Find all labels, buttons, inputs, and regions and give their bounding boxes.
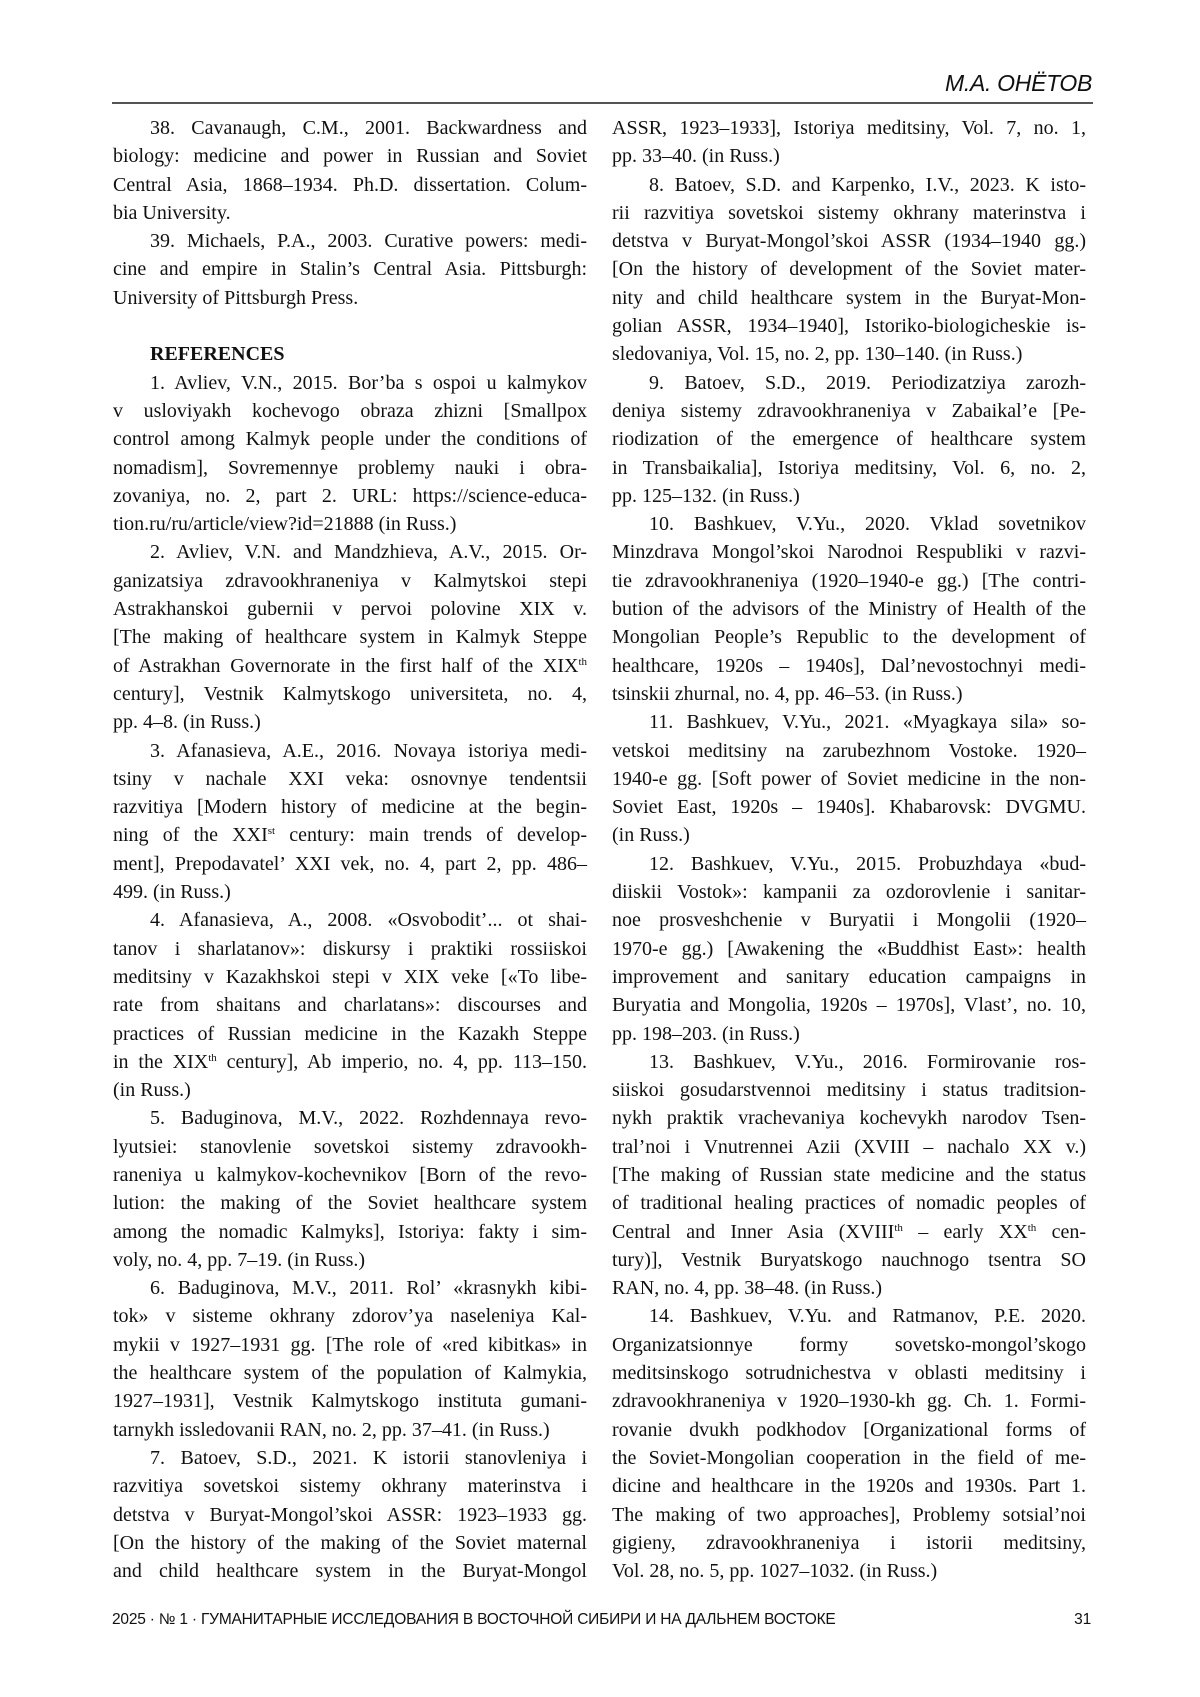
reference-line: 10. Bashkuev, V.Yu., 2020. Vklad sovetnikov xyxy=(649,513,1086,536)
reference-line: 1970-e gg.) [Awakening the «Buddhist East»: health xyxy=(612,937,1086,960)
reference-entry xyxy=(113,538,587,736)
text-segment: century: main trends of develop- xyxy=(275,824,587,847)
reference-line: 11. Bashkuev, V.Yu., 2021. «Myagkaya sila» so- xyxy=(649,711,1086,734)
reference-entry xyxy=(612,850,1086,1048)
reference-line: meditsiny v Kazakhskoi stepi v XIX veke [«To libe- xyxy=(113,965,587,988)
reference-line: Organizatsionnye formy sovetsko-mongol’skogo xyxy=(612,1333,1086,1356)
reference-line: meditsinskogo sotrudnichestva v oblasti meditsiny i xyxy=(612,1362,1086,1385)
reference-line: diiskii Vostok»: kampanii za ozdorovlenie i sanitar- xyxy=(612,881,1086,904)
reference-line: vetskoi meditsiny na zarubezhnom Vostoke. 1920– xyxy=(612,739,1086,762)
reference-line: razvitiya sovetskoi sistemy okhrany materinstva i xyxy=(113,1475,587,1498)
reference-line: 1940-e gg. [Soft power of Soviet medicine in the non- xyxy=(612,767,1086,790)
reference-entry xyxy=(612,1302,1086,1585)
reference-entry xyxy=(113,114,587,227)
reference-line: the Soviet-Mongolian cooperation in the field of me- xyxy=(612,1446,1086,1469)
superscript: th xyxy=(1027,1221,1037,1234)
reference-line: rate from shaitans and charlatans»: discourses and xyxy=(113,994,587,1017)
reference-line: and child healthcare system in the Buryat-Mongol xyxy=(113,1560,587,1583)
superscript: th xyxy=(894,1221,903,1234)
reference-line: riodization of the emergence of healthcare system xyxy=(612,428,1086,451)
reference-entry xyxy=(113,1274,587,1444)
reference-line: tion.ru/ru/article/view?id=21888 (in Russ.) xyxy=(113,513,457,536)
reference-line: Buryatia and Mongolia, 1920s – 1970s], Vlast’, no. 10, xyxy=(612,994,1086,1017)
reference-line: 1927–1931], Vestnik Kalmytskogo instituta gumani- xyxy=(113,1390,587,1413)
reference-line: voly, no. 4, pp. 7–19. (in Russ.) xyxy=(113,1248,366,1271)
reference-line: 4. Afanasieva, A., 2008. «Osvobodit’... ot shai- xyxy=(150,909,587,932)
reference-entry xyxy=(612,708,1086,849)
reference-line: dicine and healthcare in the 1920s and 1930s. Part 1. xyxy=(612,1475,1086,1498)
left-column xyxy=(113,114,587,1585)
reference-entry xyxy=(612,114,1086,171)
reference-line: nity and child healthcare system in the Buryat-Mon- xyxy=(612,286,1086,309)
reference-line: tral’noi i Vnutrennei Azii (XVIII – nachalo XX v.) xyxy=(612,1135,1086,1158)
reference-entry xyxy=(612,171,1086,369)
reference-line: 14. Bashkuev, V.Yu. and Ratmanov, P.E. 2020. xyxy=(649,1305,1086,1328)
reference-line xyxy=(113,821,587,849)
running-head-author: М.А. ОНЁТОВ xyxy=(945,70,1092,96)
reference-line: rovanie dvukh podkhodov [Organizational forms of xyxy=(612,1418,1086,1441)
reference-line: RAN, no. 4, pp. 38–48. (in Russ.) xyxy=(612,1277,883,1300)
reference-line: noe prosveshchenie v Buryatii i Mongolii (1920– xyxy=(612,909,1086,932)
blank-line xyxy=(113,312,587,340)
text-segment: in the XIX xyxy=(113,1050,209,1073)
reference-line: The making of two approaches], Problemy sotsial’noi xyxy=(612,1503,1086,1526)
reference-line: v usloviyakh kochevogo obraza zhizni [Smallpox xyxy=(113,399,587,422)
reference-line: razvitiya [Modern history of medicine at the begin- xyxy=(113,796,587,819)
reference-entry xyxy=(612,369,1086,510)
reference-line: [The making of healthcare system in Kalmyk Steppe xyxy=(113,626,587,649)
text-segment: Central and Inner Asia (XVIII xyxy=(612,1220,895,1243)
superscript: th xyxy=(578,655,587,668)
reference-line: [The making of Russian state medicine and the status xyxy=(612,1163,1086,1186)
reference-line: tanov i sharlatanov»: diskursy i praktiki rossiiskoi xyxy=(113,937,587,960)
reference-line: deniya sistemy zdravookhraneniya v Zabaikal’e [Pe- xyxy=(612,399,1086,422)
reference-line: (in Russ.) xyxy=(612,824,690,847)
reference-line: 7. Batoev, S.D., 2021. K istorii stanovleniya i xyxy=(150,1446,587,1469)
reference-line: among the nomadic Kalmyks], Istoriya: fakty i sim- xyxy=(113,1220,587,1243)
reference-line: century], Vestnik Kalmytskogo universiteta, no. 4, xyxy=(113,682,587,705)
superscript: st xyxy=(267,825,276,838)
reference-line: lyutsiei: stanovlenie sovetskoi sistemy zdravookh- xyxy=(113,1135,587,1158)
reference-line: [On the history of development of the Soviet mater- xyxy=(612,258,1086,281)
reference-line: biology: medicine and power in Russian and Soviet xyxy=(113,145,587,168)
reference-line: lution: the making of the Soviet healthcare system xyxy=(113,1192,587,1215)
reference-entry xyxy=(612,1048,1086,1303)
reference-line: cine and empire in Stalin’s Central Asia. Pittsburgh: xyxy=(113,258,587,281)
reference-line: of traditional healing practices of nomadic peoples of xyxy=(612,1192,1086,1215)
reference-line: siiskoi gosudarstvennoi meditsiny i status traditsion- xyxy=(612,1079,1086,1102)
reference-entry xyxy=(113,1104,587,1274)
reference-line: 9. Batoev, S.D., 2019. Periodizatziya zarozh- xyxy=(649,371,1086,394)
reference-line: ASSR, 1923–1933], Istoriya meditsiny, Vol. 7, no. 1, xyxy=(612,117,1086,139)
reference-line: Vol. 28, no. 5, pp. 1027–1032. (in Russ.) xyxy=(612,1560,938,1583)
reference-line: gigieny, zdravookhraneniya i istorii meditsiny, xyxy=(612,1531,1086,1554)
reference-line xyxy=(113,1048,587,1076)
references-heading: REFERENCES xyxy=(150,343,285,366)
reference-line: tsinskii zhurnal, no. 4, pp. 46–53. (in Russ.) xyxy=(612,682,963,705)
reference-line: [On the history of the making of the Soviet maternal xyxy=(113,1531,587,1554)
header-rule xyxy=(112,102,1093,104)
reference-line: 13. Bashkuev, V.Yu., 2016. Formirovanie ros- xyxy=(649,1050,1086,1073)
reference-line: healthcare, 1920s – 1940s], Dal’nevostochnyi medi- xyxy=(612,654,1086,677)
reference-line: pp. 4–8. (in Russ.) xyxy=(113,711,261,734)
reference-line: tie zdravookhraneniya (1920–1940-e gg.) [The contri- xyxy=(612,569,1086,592)
reference-entry xyxy=(113,906,587,1104)
reference-entry xyxy=(113,737,587,907)
reference-line xyxy=(113,652,587,680)
reference-line: rii razvitiya sovetskoi sistemy okhrany materinstva i xyxy=(612,201,1086,224)
reference-line: ment], Prepodavatel’ XXI vek, no. 4, part 2, pp. 486– xyxy=(113,852,587,875)
reference-line: tury)], Vestnik Buryatskogo nauchnogo tsentra SO xyxy=(612,1248,1086,1271)
text-segment: ning of the XXI xyxy=(113,824,268,847)
reference-line: Central Asia, 1868–1934. Ph.D. dissertation. Colum- xyxy=(113,173,587,196)
reference-line: (in Russ.) xyxy=(113,1079,191,1102)
reference-line: 8. Batoev, S.D. and Karpenko, I.V., 2023. K isto- xyxy=(649,173,1086,196)
reference-line: golian ASSR, 1934–1940], Istoriko-biologicheskie is- xyxy=(612,315,1086,338)
page-number: 31 xyxy=(1074,1611,1091,1628)
text-segment: – early XX xyxy=(902,1220,1028,1243)
reference-line: ganizatsiya zdravookhraneniya v Kalmytskoi stepi xyxy=(113,569,587,592)
reference-line: nomadism], Sovremennye problemy nauki i obra- xyxy=(113,456,587,479)
text-segment: of Astrakhan Governorate in the first half of the XIX xyxy=(113,654,579,677)
reference-line: 3. Afanasieva, A.E., 2016. Novaya istoriya medi- xyxy=(150,739,587,762)
reference-line: Soviet East, 1920s – 1940s]. Khabarovsk: DVGMU. xyxy=(612,796,1086,819)
reference-line: pp. 33–40. (in Russ.) xyxy=(612,145,780,168)
reference-line: 6. Baduginova, M.V., 2011. Rol’ «krasnykh kibi- xyxy=(150,1277,587,1300)
reference-line: detstva v Buryat-Mongol’skoi ASSR (1934–1940 gg.) xyxy=(612,230,1086,253)
text-segment: cen- xyxy=(1036,1220,1086,1243)
reference-line: 5. Baduginova, M.V., 2022. Rozhdennaya revo- xyxy=(150,1107,587,1130)
reference-line: pp. 198–203. (in Russ.) xyxy=(612,1022,800,1045)
reference-line: 12. Bashkuev, V.Yu., 2015. Probuzhdaya «bud- xyxy=(649,852,1086,875)
reference-line: tarnykh issledovanii RAN, no. 2, pp. 37–41. (in Russ.) xyxy=(113,1418,550,1441)
reference-entry xyxy=(113,369,587,539)
reference-line: Minzdrava Mongol’skoi Narodnoi Respubliki v razvi- xyxy=(612,541,1086,564)
right-column xyxy=(612,114,1086,1585)
reference-line xyxy=(612,1218,1086,1246)
reference-entry xyxy=(113,227,587,312)
reference-line: raneniya u kalmykov-kochevnikov [Born of the revo- xyxy=(113,1163,587,1186)
reference-line: control among Kalmyk people under the conditions of xyxy=(113,428,587,451)
reference-entry xyxy=(113,1444,587,1585)
text-segment: century], Ab imperio, no. 4, pp. 113–150. xyxy=(216,1050,587,1073)
superscript: th xyxy=(208,1051,217,1064)
reference-line: 38. Cavanaugh, C.M., 2001. Backwardness and xyxy=(150,117,587,139)
reference-line: in Transbaikalia], Istoriya meditsiny, Vol. 6, no. 2, xyxy=(612,456,1086,479)
reference-line: 39. Michaels, P.A., 2003. Curative powers: medi- xyxy=(150,230,587,253)
reference-line: the healthcare system of the population of Kalmykia, xyxy=(113,1362,587,1385)
reference-line: zovaniya, no. 2, part 2. URL: https://science-educa- xyxy=(113,484,587,507)
reference-line: University of Pittsburgh Press. xyxy=(113,286,359,309)
reference-line: 2. Avliev, V.N. and Mandzhieva, A.V., 2015. Or- xyxy=(150,541,587,564)
reference-line: 499. (in Russ.) xyxy=(113,881,231,904)
reference-entry xyxy=(612,510,1086,708)
reference-line: improvement and sanitary education campaigns in xyxy=(612,965,1086,988)
reference-line: nykh praktik vrachevaniya kochevykh narodov Tsen- xyxy=(612,1107,1086,1130)
reference-line: tsiny v nachale XXI veka: osnovnye tendentsii xyxy=(113,767,587,790)
reference-line: detstva v Buryat-Mongol’skoi ASSR: 1923–1933 gg. xyxy=(113,1503,587,1526)
reference-line: bution of the advisors of the Ministry of Health of the xyxy=(612,598,1086,621)
reference-line: Mongolian People’s Republic to the development of xyxy=(612,626,1086,649)
reference-line: practices of Russian medicine in the Kazakh Steppe xyxy=(113,1022,587,1045)
reference-line: zdravookhraneniya v 1920–1930-kh gg. Ch. 1. Formi- xyxy=(612,1390,1086,1413)
page-footer xyxy=(112,1611,1093,1629)
journal-title: 2025 · № 1 · ГУМАНИТАРНЫЕ ИССЛЕДОВАНИЯ В ВОСТОЧНОЙ СИБИРИ И НА ДАЛЬНЕМ ВОСТОКЕ xyxy=(112,1611,836,1628)
reference-line: bia University. xyxy=(113,201,231,224)
reference-line: tok» v sisteme okhrany zdorov’ya naseleniya Kal- xyxy=(113,1305,587,1328)
reference-line: mykii v 1927–1931 gg. [The role of «red kibitkas» in xyxy=(113,1333,587,1356)
reference-line: sledovaniya, Vol. 15, no. 2, pp. 130–140. (in Russ.) xyxy=(612,343,1023,366)
reference-line: 1. Avliev, V.N., 2015. Bor’ba s ospoi u kalmykov xyxy=(150,371,587,394)
reference-line: pp. 125–132. (in Russ.) xyxy=(612,484,800,507)
reference-line: Astrakhanskoi gubernii v pervoi polovine XIX v. xyxy=(113,598,587,621)
